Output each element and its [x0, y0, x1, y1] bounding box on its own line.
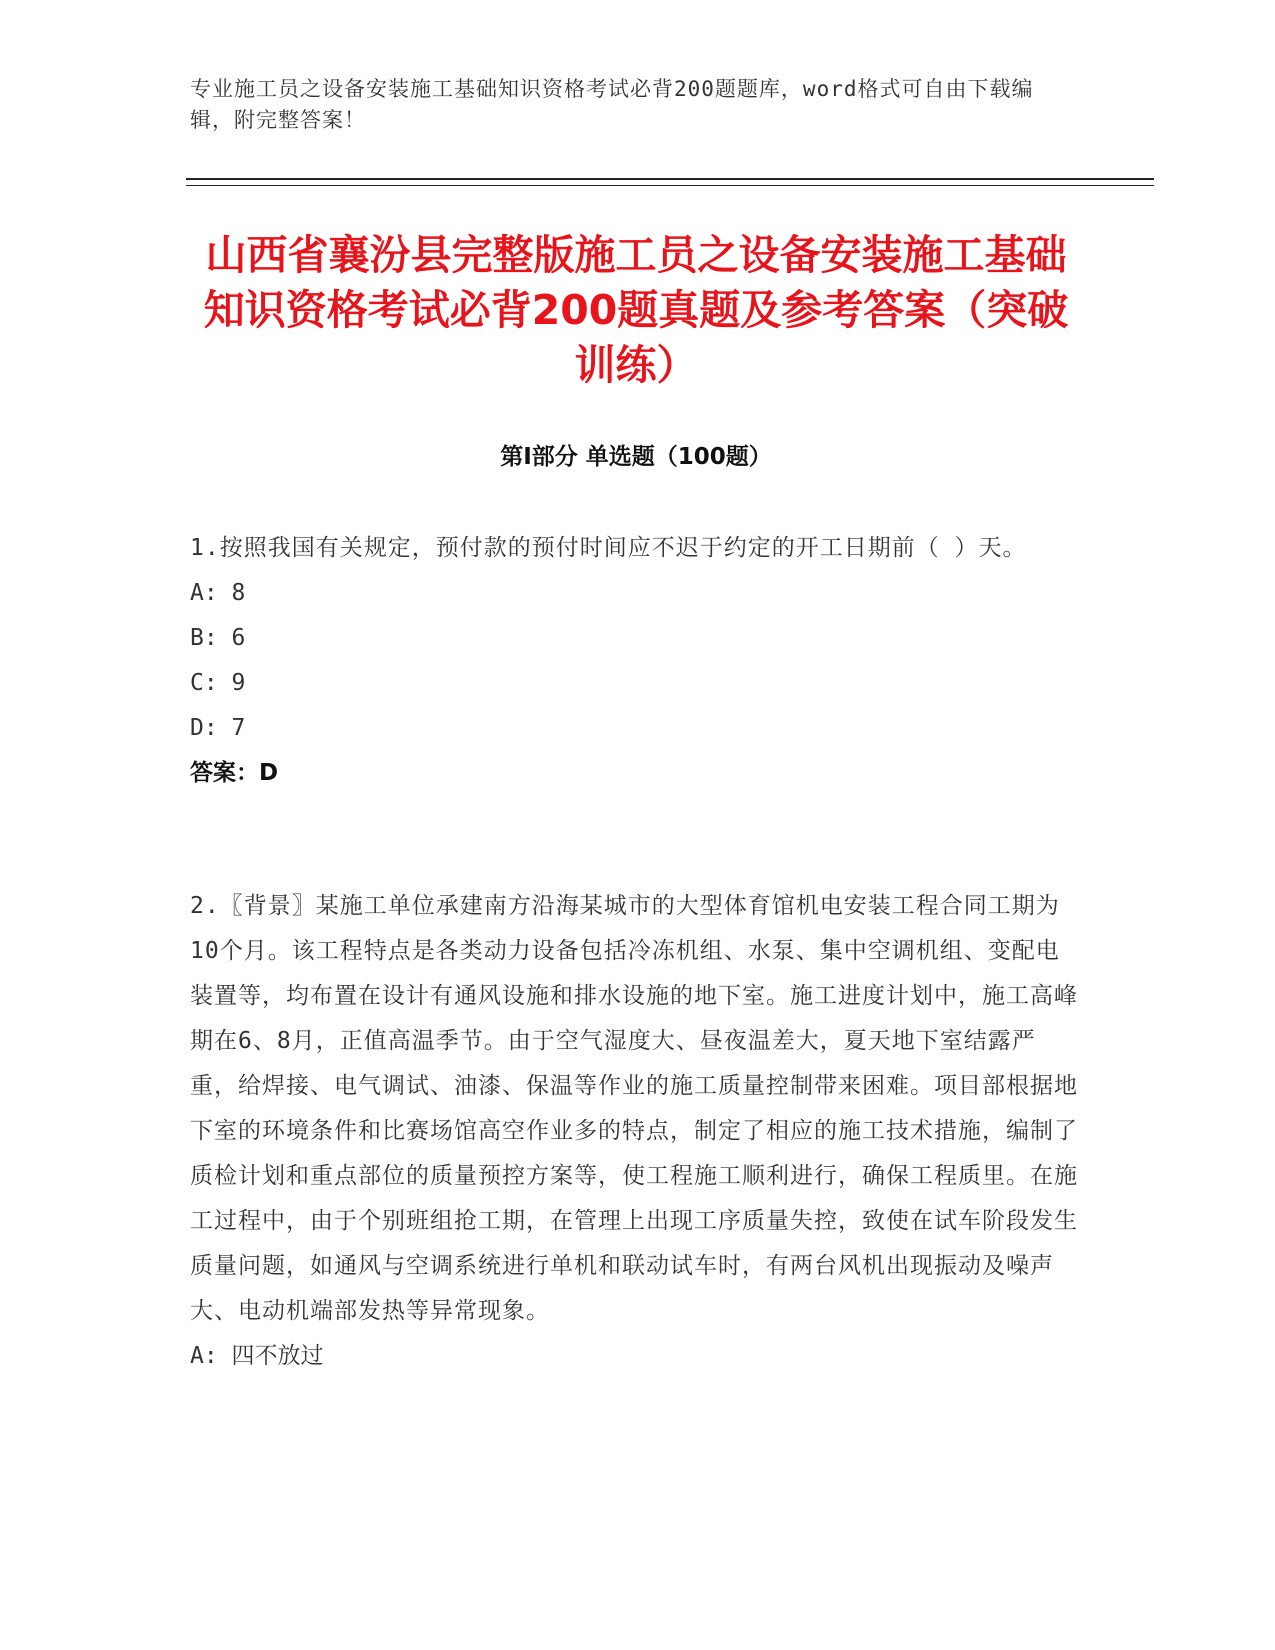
document-header: 专业施工员之设备安装施工基础知识资格考试必背200题题库，word格式可自由下载编辑，附完整答案！ [190, 77, 1034, 132]
question-text: 2.〖背景〗某施工单位承建南方沿海某城市的大型体育馆机电安装工程合同工期为10个月。该工程特点是各类动力设备包括冷冻机组、水泵、集中空调机组、变配电装置等，均布置在设计有通风设施和排水设施的地下室。施工进度计划中，施工高峰期在6、8月，正值高温季节。由于空气湿度大、昼夜温差大，夏天地下室结露严重，给焊接、电气调试、油漆、保温等作业的施工质量控制带来困难。项目部根据地下室的环境条件和比赛场馆高空作业多的特点，制定了相应的施工技术措施，编制了质检计划和重点部位的质量预控方案等，使工程施工顺利进行，确保工程质里。在施工过程中，由于个别班组抢工期，在管理上出现工序质量失控，致使在试车阶段发生质量问题，如通风与空调系统进行单机和联动试车时，有两台风机出现振动及噪声大、电动机端部发热等异常现象。 [190, 893, 1078, 1324]
answer-label: 答案：D [190, 760, 279, 786]
option-c: C: 9 [190, 670, 246, 696]
option-b: B: 6 [190, 625, 246, 651]
document-title: 山西省襄汾县完整版施工员之设备安装施工基础知识资格考试必背200题真题及参考答案（突破训练） [203, 231, 1069, 389]
question-2 [190, 884, 1080, 1379]
question-1 [190, 526, 1080, 796]
option-d: D: 7 [190, 715, 246, 741]
header-divider-thin [186, 185, 1154, 186]
header-divider-thick [186, 178, 1154, 180]
option-a: A: 四不放过 [190, 1343, 324, 1369]
option-a: A: 8 [190, 580, 246, 606]
question-text: 1.按照我国有关规定，预付款的预付时间应不迟于约定的开工日期前（ ）天。 [190, 535, 1027, 561]
section-heading: 第Ⅰ部分 单选题（100题） [500, 444, 772, 470]
